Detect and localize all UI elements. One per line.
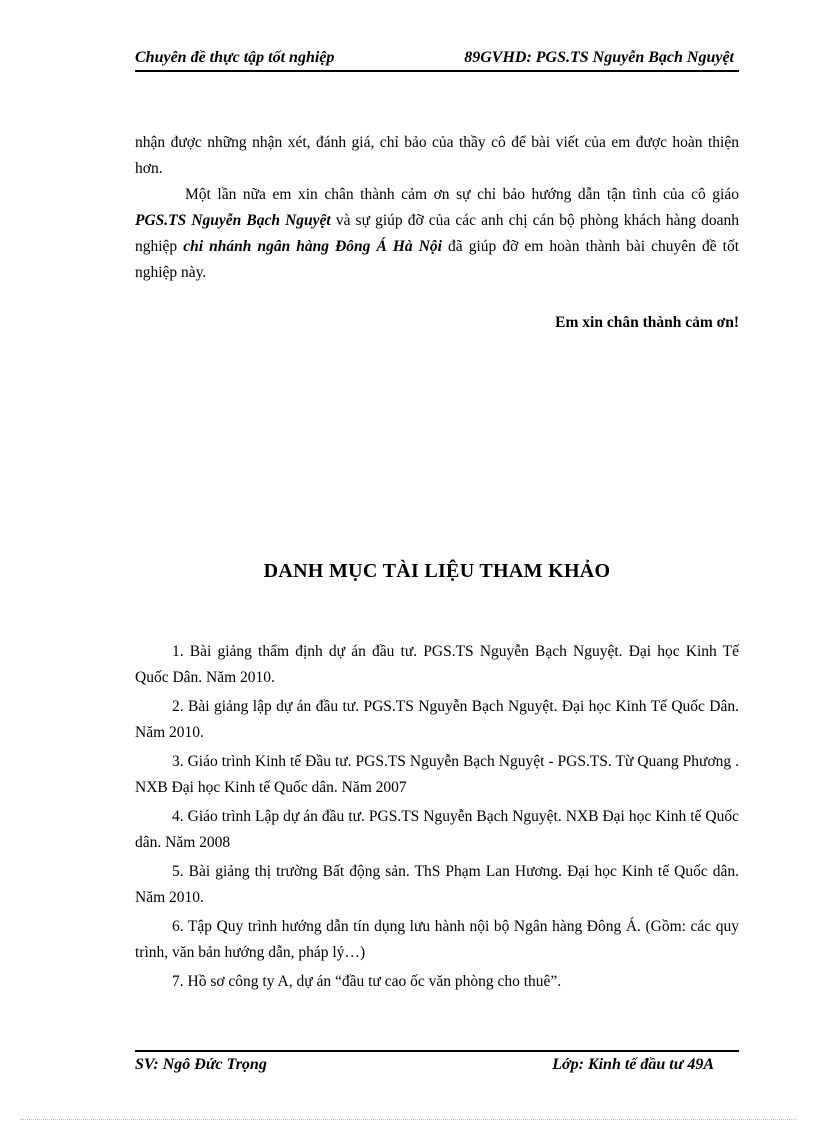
page-header	[135, 48, 739, 72]
paragraph-2	[135, 182, 739, 286]
paragraph-2-part-c: đã giúp đỡ em hoàn thành bài chuyên đề tốt nghiệp này.	[135, 238, 740, 281]
reference-item: 1. Bài giảng thẩm định dự án đầu tư. PGS.TS Nguyễn Bạch Nguyệt. Đại học Kinh Tế Quốc Dân. Năm 2010.	[135, 643, 739, 686]
reference-item: 4. Giáo trình Lập dự án đầu tư. PGS.TS Nguyễn Bạch Nguyệt. NXB Đại học Kinh tế Quốc dân. Năm 2008	[135, 808, 739, 851]
paragraph-2-part-a: Một lần nữa em xin chân thành cảm ơn sự chỉ bảo hướng dẫn tận tình của cô giáo	[185, 186, 739, 203]
paragraph-2-part-b: và sự giúp đỡ của các anh chị cán bộ phòng khách hàng doanh nghiệp	[135, 212, 739, 255]
reference-item: 7. Hồ sơ công ty A, dự án “đầu tư cao ốc văn phòng cho thuê”.	[172, 973, 562, 990]
header-supervisor: 89GVHD: PGS.TS Nguyễn Bạch Nguyệt	[464, 49, 734, 66]
branch-name: chi nhánh ngân hàng Đông Á Hà Nội	[183, 238, 442, 255]
page-edge-divider	[20, 1119, 796, 1120]
reference-item: 2. Bài giảng lập dự án đầu tư. PGS.TS Nguyễn Bạch Nguyệt. Đại học Kinh Tế Quốc Dân. Năm 2010.	[135, 698, 739, 741]
footer-student: SV: Ngô Đức Trọng	[135, 1056, 267, 1073]
reference-item: 5. Bài giảng thị trường Bất động sản. ThS Phạm Lan Hương. Đại học Kinh tế Quốc dân. Năm 2010.	[135, 863, 739, 906]
teacher-name: PGS.TS Nguyễn Bạch Nguyệt	[135, 212, 331, 229]
thanks-line: Em xin chân thành cảm ơn!	[555, 314, 739, 331]
references-title: DANH MỤC TÀI LIỆU THAM KHẢO	[263, 560, 611, 582]
reference-item: 6. Tập Quy trình hướng dẫn tín dụng lưu hành nội bộ Ngân hàng Đông Á. (Gồm: các quy trình, văn bản hướng dẫn, pháp lý…)	[135, 918, 739, 961]
reference-item: 3. Giáo trình Kinh tế Đầu tư. PGS.TS Nguyễn Bạch Nguyệt - PGS.TS. Từ Quang Phương . NXB Đại học Kinh tế Quốc dân. Năm 2007	[135, 753, 739, 796]
references-list	[135, 639, 739, 998]
paragraph-1: nhận được những nhận xét, đánh giá, chỉ bảo của thầy cô để bài viết của em được hoàn thiện hơn.	[135, 134, 739, 177]
header-title: Chuyên đề thực tập tốt nghiệp	[135, 49, 335, 66]
footer-class: Lớp: Kinh tế đầu tư 49A	[552, 1056, 714, 1073]
page-footer	[135, 1050, 739, 1078]
